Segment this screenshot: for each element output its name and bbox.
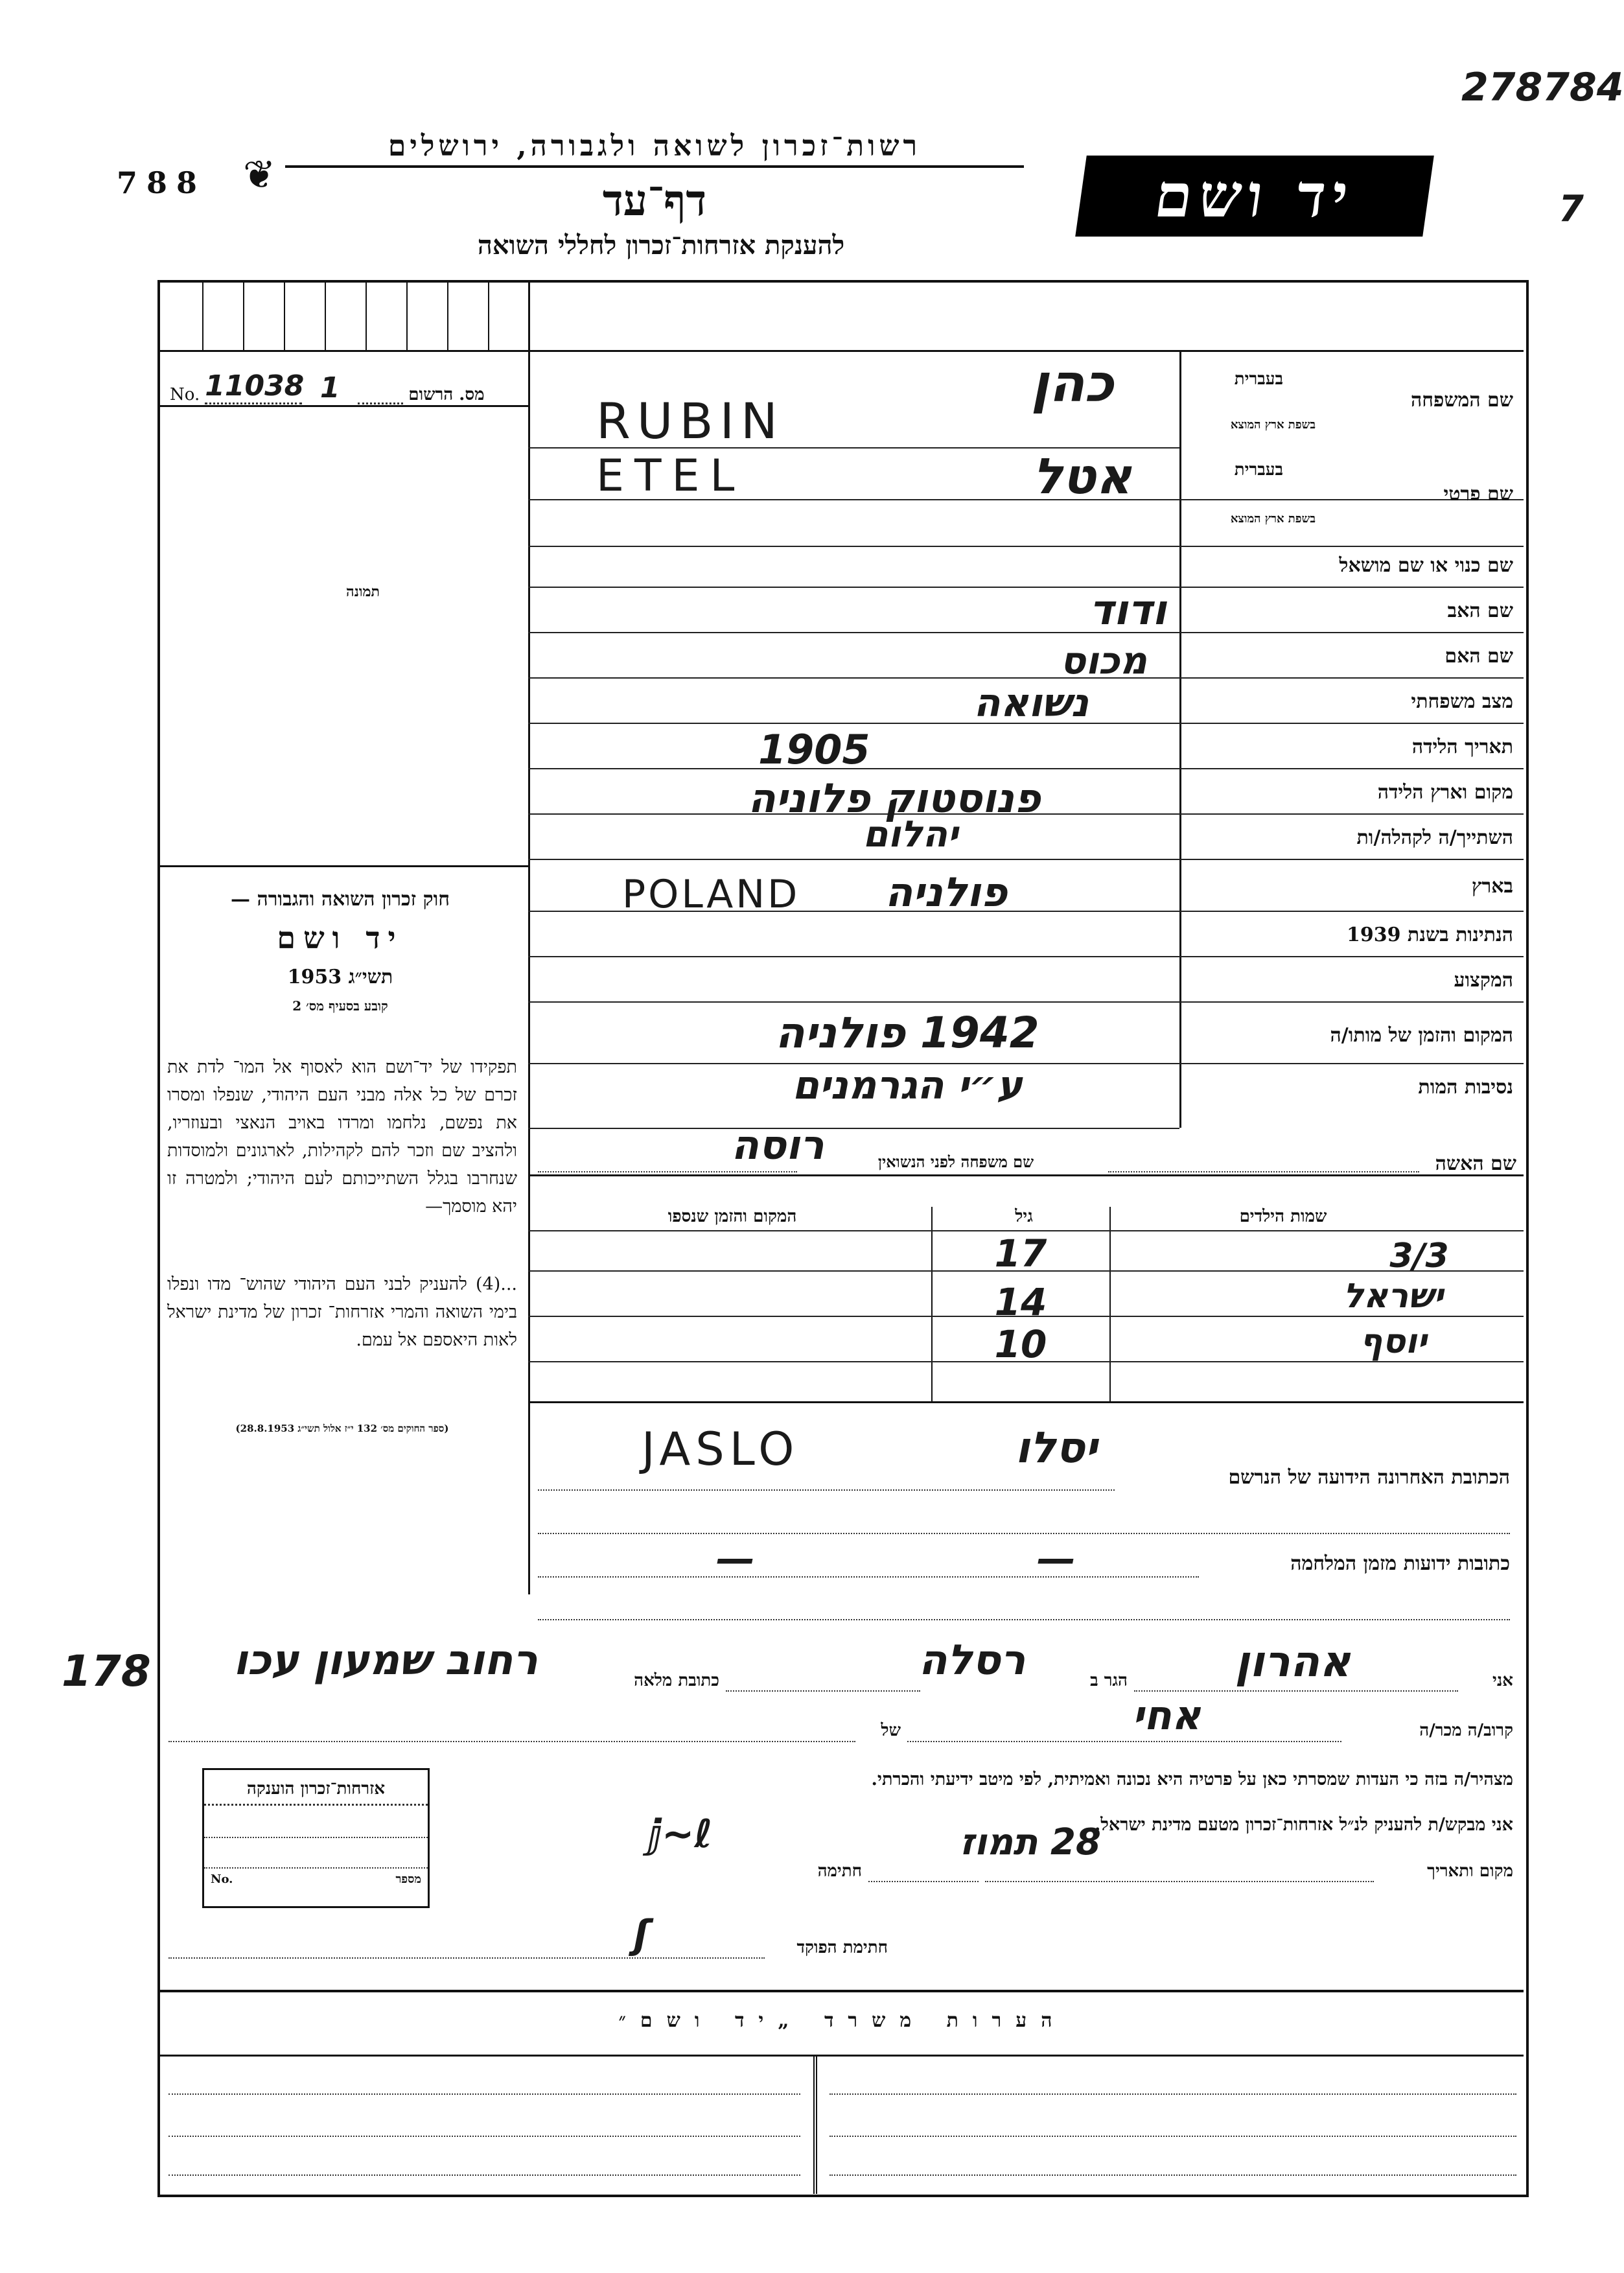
first-sub1: בעברית — [1234, 460, 1283, 480]
law-title: חוק זכרון השואה והגבורה — — [231, 888, 450, 911]
family-sub1: בעברית — [1234, 369, 1283, 389]
form-title: דף־עד — [602, 175, 707, 226]
death-place-value: 1942 פולניה — [775, 1008, 1039, 1058]
citizenship-granted-box — [202, 1768, 430, 1908]
profession-label: המקצוע — [1454, 969, 1513, 992]
reg-number: 11038 — [205, 369, 302, 404]
form-subtitle: להענקת אזרחות־זכרון לחללי השואה — [477, 230, 845, 261]
signature-value: ⅉ∼ℓ — [648, 1812, 713, 1857]
child-3-name: יוסף — [1360, 1322, 1427, 1361]
declarant-i-value: אהרון — [1235, 1637, 1351, 1686]
death-circumstances-value: ע״י הגרמנים — [792, 1063, 1023, 1108]
death-place-label: המקום והזמן של מותו/ה — [1330, 1024, 1513, 1047]
marital-label: מצב משפחתי — [1411, 690, 1513, 713]
yad-vashem-logo: יד ושם — [1075, 156, 1434, 237]
remarks-title: הערות משרד „יד ושם״ — [618, 2009, 1067, 2032]
declarant-i-label: אני — [1492, 1671, 1513, 1690]
officer-signature-mark: ʃ — [633, 1912, 650, 1957]
family-name-he: כהן — [1031, 353, 1114, 414]
declarant-resides-label: הגר ב — [1090, 1671, 1128, 1690]
birthdate-label: תאריך הלידה — [1411, 736, 1513, 758]
last-address-lat: JASLO — [642, 1423, 800, 1476]
flag-mark: ❦ — [243, 152, 276, 198]
photo-label: תמונה — [346, 583, 380, 600]
country-value-lat: POLAND — [622, 872, 800, 917]
wife-value: רוסה — [731, 1121, 824, 1169]
birthdate-value: 1905 — [758, 726, 870, 773]
child-2-age: 14 — [994, 1280, 1047, 1324]
reg-suffix: 1 — [319, 371, 340, 404]
registration-row — [170, 369, 520, 404]
last-address-label: הכתובת האחרונה הידועה של הנרשם — [1228, 1466, 1510, 1489]
law-name: יד ושם — [277, 920, 404, 955]
wife-label: שם האשה — [1435, 1152, 1516, 1175]
reg-no-label: No. — [170, 385, 200, 404]
child-1-name: 3/3 — [1389, 1237, 1449, 1276]
child-1-age: 17 — [994, 1231, 1047, 1276]
children-names-header: שמות הילדים — [1239, 1207, 1327, 1226]
law-year: תשי״ג 1953 — [287, 966, 393, 988]
father-label: שם האב — [1447, 600, 1513, 622]
declarant-address-label: כתובת מלאה — [634, 1671, 719, 1690]
father-value: ודוד — [1089, 587, 1166, 635]
first-sub2: בשפת ארץ המוצא — [1230, 512, 1316, 526]
declarant-side-number: 178 — [62, 1646, 151, 1696]
first-name-lat: ETEL — [596, 450, 745, 502]
family-sub2: בשפת ארץ המוצא — [1230, 418, 1316, 432]
date-value: 28 תמוז — [960, 1821, 1101, 1863]
first-name-he: אטל — [1032, 447, 1132, 505]
child-3-age: 10 — [994, 1322, 1047, 1366]
citizenship-box-title: אזרחות־זכרון הוענקה — [204, 1770, 428, 1806]
law-text-1: תפקידו של יד־ושם הוא לאסוף אל המו־ לדת את זכרם של כל אלה מבני העם היהודי, שנפלו ומסרו את נפשם, נלחמו ומרדו באויב הנאצי ובעוזריו, ולהציב שם וזכר להם לקהילות, לארגונים ולמוסדות שנחרבו בגלל השתייכותם לעם היהודי; ולמטרה זו יהא מוסמך— — [167, 1057, 517, 1217]
corner-number: 278784 — [1461, 65, 1624, 110]
request-text: אני מבקש/ת להעניק לנ״ל אזרחות־זכרון מטעם מדינת ישראל. — [1094, 1815, 1513, 1835]
signature-label: חתימה — [817, 1861, 862, 1881]
law-ref: (ספר החוקים מס׳ 132 י״ז אלול תשי״ג 28.8.1953) — [235, 1423, 449, 1434]
family-name-lat: RUBIN — [596, 392, 784, 450]
citizenship-box-number-label: מספר — [395, 1872, 421, 1886]
citizenship-label: הנתינות בשנת 1939 — [1346, 924, 1513, 946]
wife-maiden-label: שם משפחה לפני הנשואין — [877, 1152, 1034, 1171]
nickname-label: שם כנוי או שם מושאל — [1339, 554, 1513, 577]
declaration-text: מצהיר/ה בזה כי העדות שמסרתי כאן על פרטיה היא נכונה ואמיתית, לפי מיטב ידיעתי והכרתי. — [871, 1769, 1513, 1789]
mother-label: שם האם — [1444, 645, 1513, 668]
country-label: בארץ — [1471, 875, 1513, 898]
law-clause: קובע בסעיף מס׳ 2 — [292, 998, 388, 1014]
wartime-address-2: — — [1037, 1536, 1076, 1581]
birthplace-value: פנוסטוק פלוניה — [748, 775, 1041, 822]
wartime-address-1: — — [716, 1536, 755, 1581]
last-address-he: יסלו — [1015, 1423, 1098, 1473]
first-name-label: שם פרטי — [1443, 483, 1513, 506]
declarant-resides-value: רסלה — [918, 1637, 1026, 1684]
child-2-name: ישראל — [1343, 1277, 1444, 1316]
community-label: השתייך/ה לקהלה/ות — [1356, 826, 1513, 849]
birthplace-label: מקום וארץ הלידה — [1377, 781, 1513, 804]
place-date-label: מקום ותאריך — [1427, 1861, 1513, 1881]
form-number: 788 — [117, 165, 207, 200]
family-name-label: שם המשפחה — [1410, 389, 1513, 412]
declarant-address-value: רחוב שמעון עכו — [233, 1637, 538, 1684]
reg-label: מס. הרשום — [408, 385, 485, 404]
officer-label: חתימת הפוקד — [796, 1938, 888, 1957]
authority-title: רשות־זכרון לשואה ולגבורה, ירושלים — [285, 130, 1024, 168]
marital-value: נשואה — [973, 681, 1089, 726]
community-value: יהלום — [863, 813, 958, 856]
country-value: פולניה — [885, 868, 1008, 916]
declarant-of-label: של — [881, 1721, 901, 1740]
children-age-header: גיל — [1015, 1207, 1033, 1226]
corner-digit: 7 — [1559, 188, 1584, 230]
law-text-2: ...(4) להעניק לבני העם היהודי שהוש־ מדו ונפלו בימי השואה והמרי אזרחות־ זכרון של מדינת ישראל לאות היאספם אל עמם. — [167, 1274, 517, 1350]
death-circumstances-label: נסיבות המות — [1418, 1076, 1513, 1099]
declarant-relative-label: קרוב/ה מכר/ה — [1419, 1721, 1513, 1740]
children-place-header: המקום והזמן שנספו — [667, 1207, 797, 1226]
citizenship-box-no: No. — [211, 1872, 233, 1886]
declarant-relative-value: אחי — [1132, 1692, 1201, 1739]
mother-value: מכוס — [1060, 638, 1147, 682]
wartime-address-label: כתובות ידועות מזמן המלחמה — [1290, 1552, 1510, 1575]
